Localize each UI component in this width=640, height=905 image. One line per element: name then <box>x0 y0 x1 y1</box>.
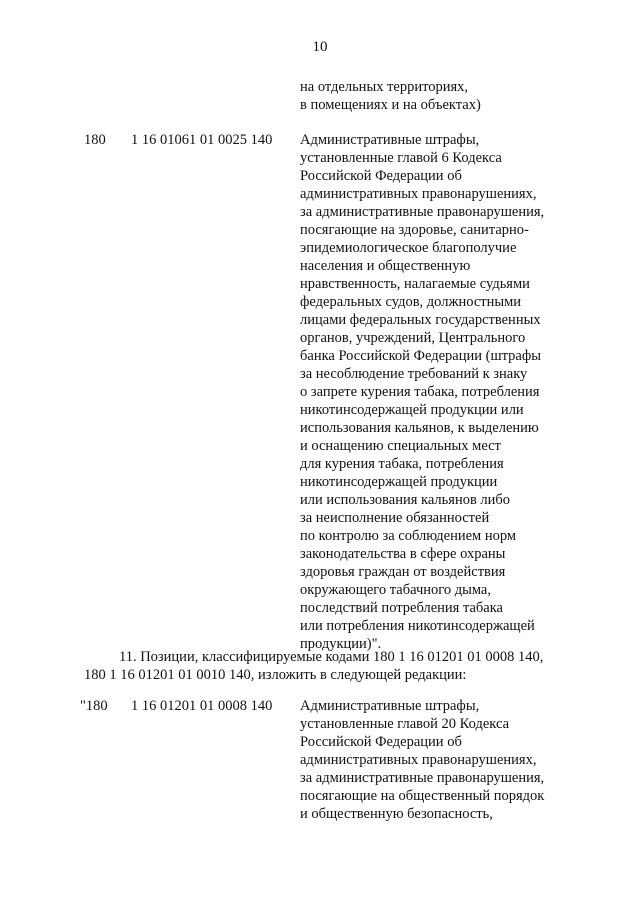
description-line: лицами федеральных государственных <box>300 312 541 328</box>
description-line: использования кальянов, к выделению <box>300 420 539 436</box>
description-line: никотинсодержащей продукции или <box>300 402 524 418</box>
admin-code: 180 <box>84 132 106 148</box>
description-line: органов, учреждений, Центрального <box>300 330 526 346</box>
description-line: населения и общественную <box>300 258 471 274</box>
description-line: за неисполнение обязанностей <box>300 510 490 526</box>
continuation-text <box>300 78 590 114</box>
description-line: банка Российской Федерации (штрафы <box>300 348 541 364</box>
description-line: посягающие на общественный порядок <box>300 788 545 804</box>
description-line: для курения табака, потребления <box>300 456 504 472</box>
text-line: на отдельных территориях, <box>300 79 469 95</box>
description-line: последствий потребления табака <box>300 600 503 616</box>
entry-description <box>300 131 590 653</box>
description-line: никотинсодержащей продукции <box>300 474 498 490</box>
description-line: и общественную безопасность, <box>300 806 493 822</box>
admin-code: "180 <box>80 698 108 714</box>
description-line: о запрете курения табака, потребления <box>300 384 540 400</box>
paragraph-11 <box>84 648 584 684</box>
description-line: нравственность, налагаемые судьями <box>300 276 530 292</box>
description-line: за административные правонарушения, <box>300 204 545 220</box>
description-line: за административные правонарушения, <box>300 770 545 786</box>
description-line: установленные главой 20 Кодекса <box>300 716 510 732</box>
description-line: посягающие на здоровье, санитарно- <box>300 222 529 238</box>
description-line: административных правонарушениях, <box>300 186 537 202</box>
description-line: административных правонарушениях, <box>300 752 537 768</box>
income-code: 1 16 01201 01 0008 140 <box>131 698 273 714</box>
description-line: или потребления никотинсодержащей <box>300 618 535 634</box>
entry-description <box>300 697 590 823</box>
description-line: продукции)". <box>300 636 382 652</box>
description-line: установленные главой 6 Кодекса <box>300 150 502 166</box>
paragraph-line: 180 1 16 01201 01 0010 140, изложить в следующей редакции: <box>84 667 467 683</box>
description-line: окружающего табачного дыма, <box>300 582 491 598</box>
description-line: и оснащению специальных мест <box>300 438 501 454</box>
description-line: эпидемиологическое благополучие <box>300 240 517 256</box>
page-number: 10 <box>312 39 328 55</box>
paragraph-line: 11. Позиции, классифицируемые кодами 180 1 16 01201 01 0008 140, <box>119 649 544 665</box>
description-line: Российской Федерации об <box>300 734 462 750</box>
description-line: или использования кальянов либо <box>300 492 511 508</box>
description-line: Административные штрафы, <box>300 132 480 148</box>
description-line: федеральных судов, должностными <box>300 294 522 310</box>
description-line: по контролю за соблюдением норм <box>300 528 517 544</box>
description-line: за несоблюдение требований к знаку <box>300 366 528 382</box>
text-line: в помещениях и на объектах) <box>300 97 481 113</box>
description-line: Административные штрафы, <box>300 698 480 714</box>
description-line: здоровья граждан от воздействия <box>300 564 506 580</box>
income-code: 1 16 01061 01 0025 140 <box>131 132 273 148</box>
description-line: Российской Федерации об <box>300 168 462 184</box>
description-line: законодательства в сфере охраны <box>300 546 506 562</box>
